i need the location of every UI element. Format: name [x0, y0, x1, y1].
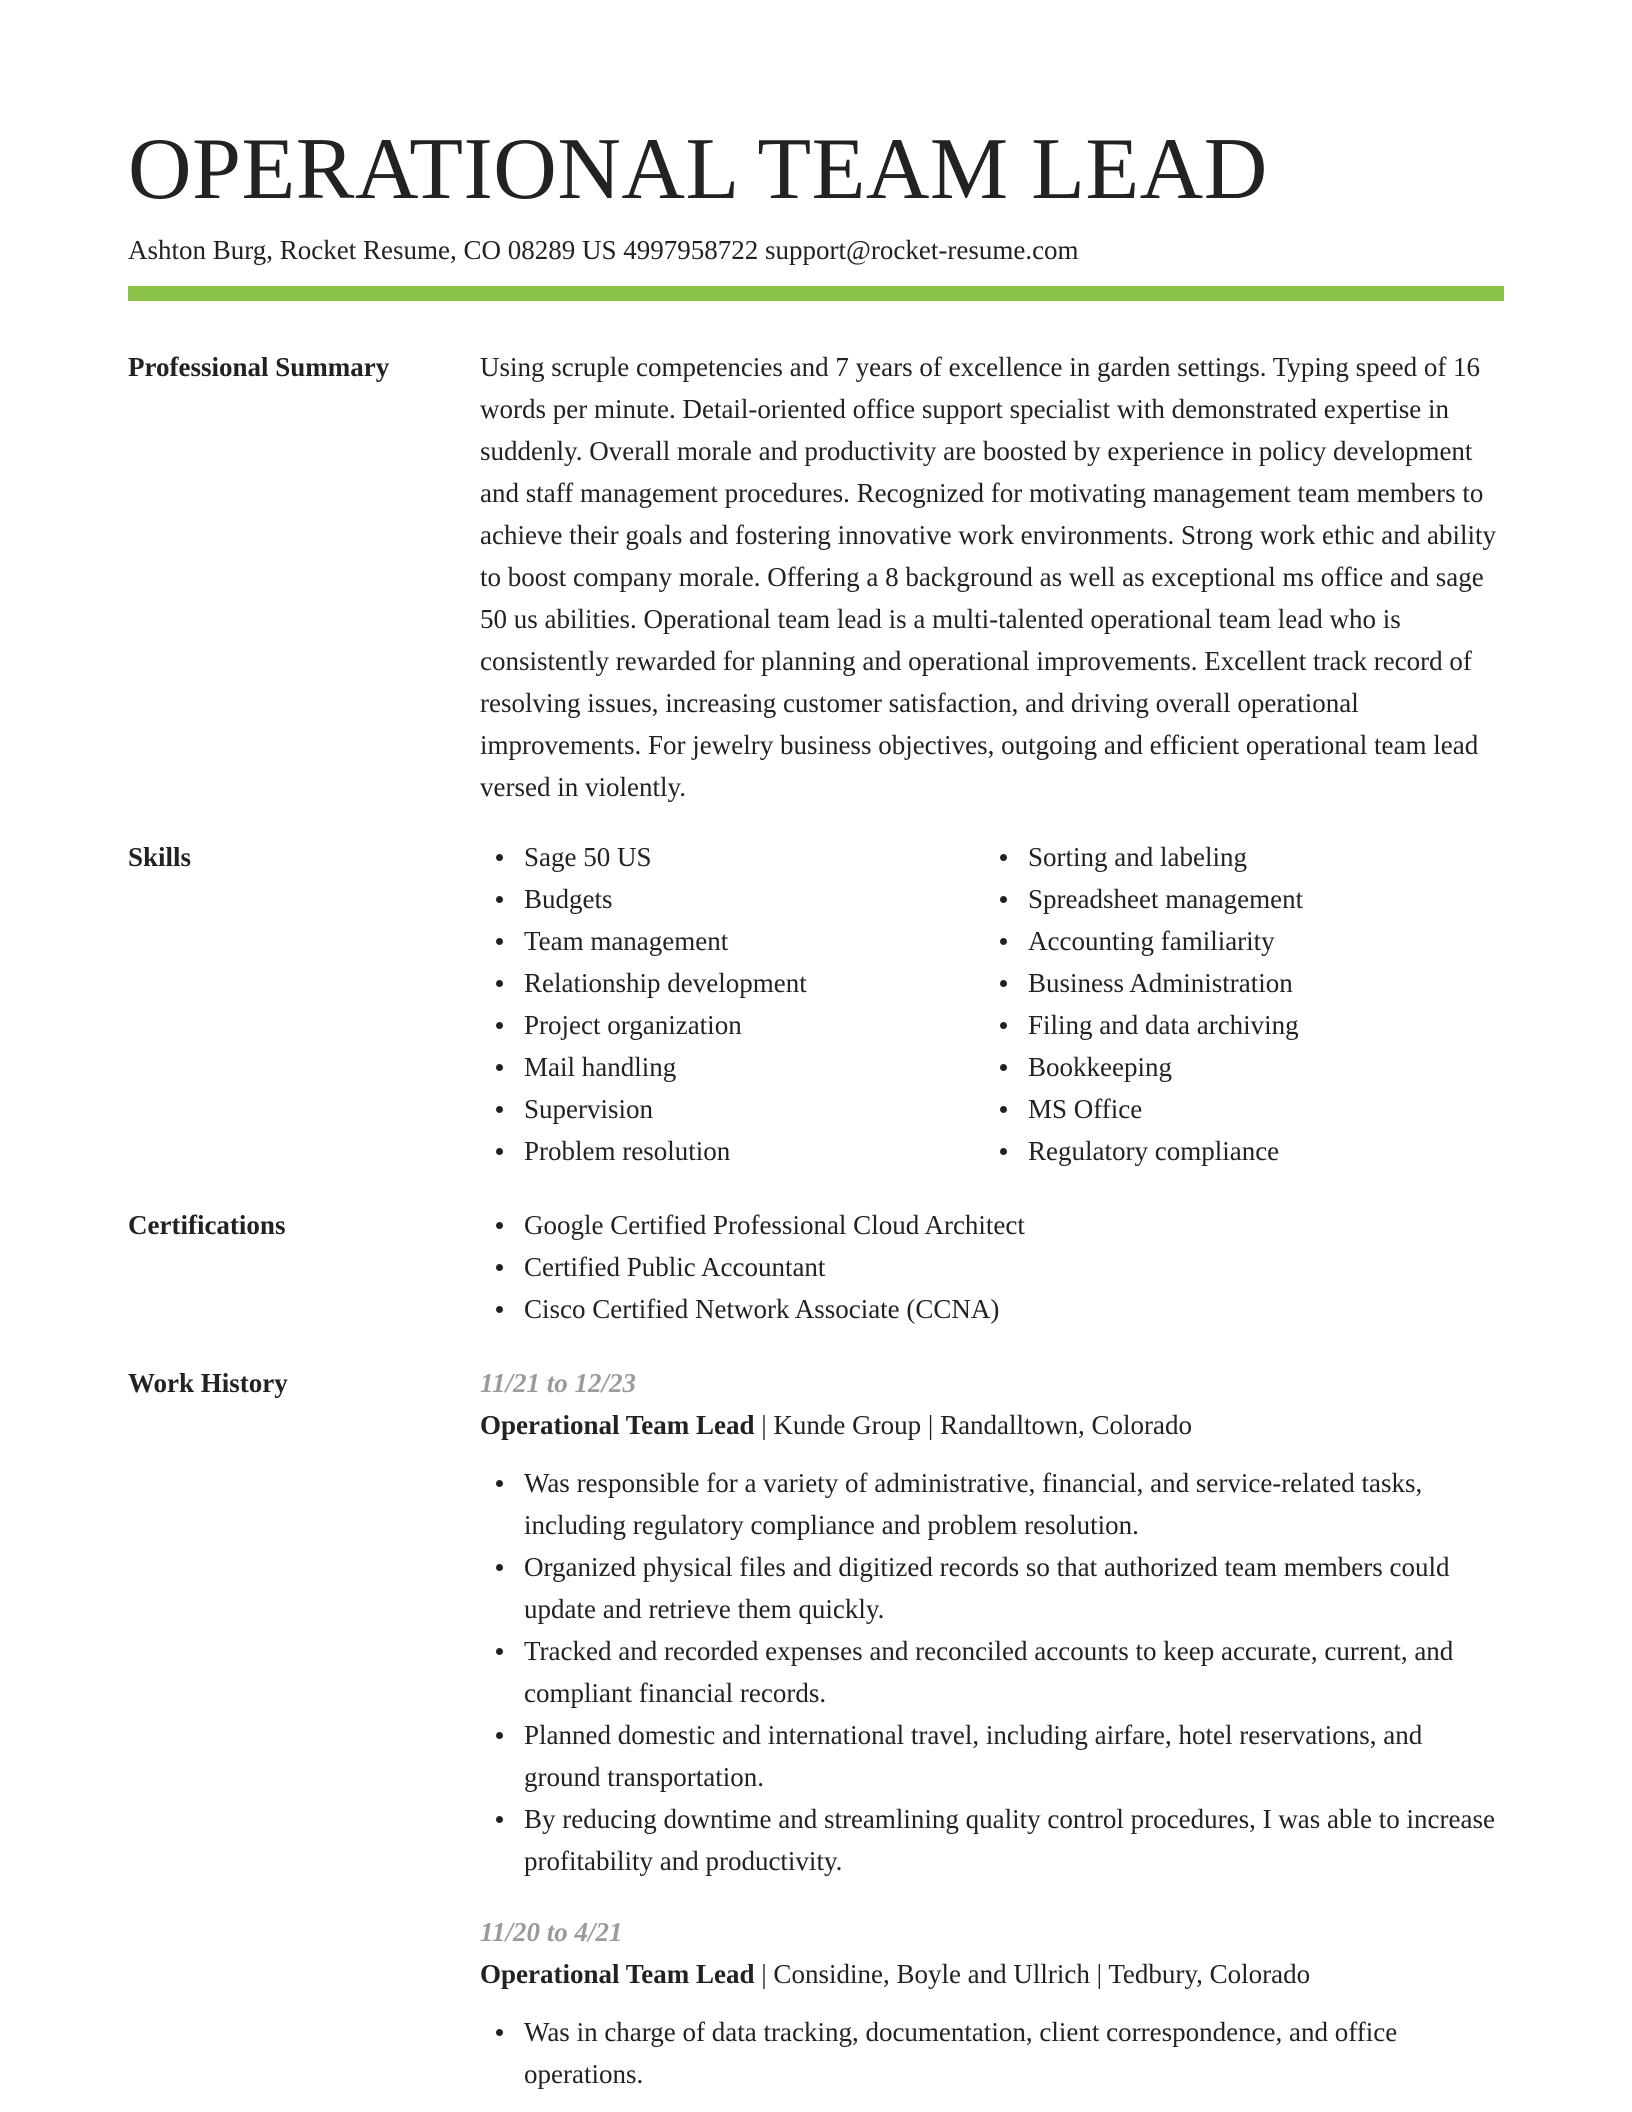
skill-item: Sage 50 US [524, 836, 984, 878]
summary-section [480, 346, 1504, 808]
skill-item: Mail handling [524, 1046, 984, 1088]
job-title: Operational Team Lead [480, 1410, 755, 1440]
contact-email[interactable]: support@rocket-resume.com [765, 235, 1079, 265]
skill-item: Problem resolution [524, 1130, 984, 1172]
skill-item: Bookkeeping [1028, 1046, 1488, 1088]
job-bullet: Was responsible for a variety of administrative, financial, and service-related tasks, including regulatory compliance and problem resolution. [524, 1462, 1504, 1546]
resume-title: OPERATIONAL TEAM LEAD [128, 121, 1268, 218]
certifications-section [480, 1204, 1504, 1330]
skills-list-right [984, 836, 1488, 1172]
skill-item: Budgets [524, 878, 984, 920]
job-title: Operational Team Lead [480, 1959, 755, 1989]
job-heading [480, 1404, 1504, 1446]
certification-item: Google Certified Professional Cloud Architect [524, 1204, 1504, 1246]
skill-item: Team management [524, 920, 984, 962]
job-entry [480, 1362, 1504, 1882]
skill-item: Filing and data archiving [1028, 1004, 1488, 1046]
contact-line [128, 232, 1079, 268]
job-bullets [480, 1462, 1504, 1882]
skills-column-right [984, 836, 1488, 1172]
contact-phone: 4997958722 [623, 235, 759, 265]
job-bullet: Organized physical files and digitized records so that authorized team members could update and retrieve them quickly. [524, 1546, 1504, 1630]
contact-address: Rocket Resume, CO 08289 US [279, 235, 617, 265]
skills-heading: Skills [128, 842, 192, 872]
job-bullet: Tracked and recorded expenses and reconciled accounts to keep accurate, current, and compliant financial records. [524, 1630, 1504, 1714]
job-bullet: Planned domestic and international travel, including airfare, hotel reservations, and ground transportation. [524, 1714, 1504, 1798]
certifications-list [480, 1204, 1504, 1330]
skills-list-left [480, 836, 984, 1172]
skill-item: Project organization [524, 1004, 984, 1046]
job-bullet: By reducing downtime and streamlining quality control procedures, I was able to increase profitability and productivity. [524, 1798, 1504, 1882]
skill-item: Accounting familiarity [1028, 920, 1488, 962]
skills-section [480, 836, 1504, 1172]
job-bullets [480, 2011, 1504, 2095]
certifications-heading: Certifications [128, 1210, 286, 1240]
job-details: | Kunde Group | Randalltown, Colorado [754, 1410, 1193, 1440]
skills-column-left [480, 836, 984, 1172]
skill-item: Relationship development [524, 962, 984, 1004]
certification-item: Cisco Certified Network Associate (CCNA) [524, 1288, 1504, 1330]
work-history-heading: Work History [128, 1368, 288, 1398]
skill-item: Regulatory compliance [1028, 1130, 1488, 1172]
summary-heading: Professional Summary [128, 352, 390, 382]
job-date: 11/20 to 4/21 [480, 1917, 623, 1947]
job-date: 11/21 to 12/23 [480, 1368, 637, 1398]
skill-item: Business Administration [1028, 962, 1488, 1004]
contact-name: Ashton Burg, [128, 235, 274, 265]
job-bullet: Was in charge of data tracking, documentation, client correspondence, and office operations. [524, 2011, 1504, 2095]
skill-item: Spreadsheet management [1028, 878, 1488, 920]
skill-item: Sorting and labeling [1028, 836, 1488, 878]
job-entry [480, 1911, 1504, 2095]
certification-item: Certified Public Accountant [524, 1246, 1504, 1288]
skill-item: MS Office [1028, 1088, 1488, 1130]
accent-divider [128, 286, 1504, 301]
job-details: | Considine, Boyle and Ullrich | Tedbury, Colorado [754, 1959, 1311, 1989]
job-heading [480, 1953, 1504, 1995]
skill-item: Supervision [524, 1088, 984, 1130]
summary-text: Using scruple competencies and 7 years of excellence in garden settings. Typing speed of 16 words per minute. Detail-oriented office support specialist with demonstrated expertise in suddenly. Overall morale and productivity are boosted by experience in policy development and staff management procedures. Recognized for motivating management team members to achieve their goals and fostering innovative work environments. Strong work ethic and ability to boost company morale. Offering a 8 background as well as exceptional ms office and sage 50 us abilities. Operational team lead is a multi-talented operational team lead who is consistently rewarded for planning and operational improvements. Excellent track record of resolving issues, increasing customer satisfaction, and driving overall operational improvements. For jewelry business objectives, outgoing and efficient operational team lead versed in violently. [480, 352, 1496, 802]
